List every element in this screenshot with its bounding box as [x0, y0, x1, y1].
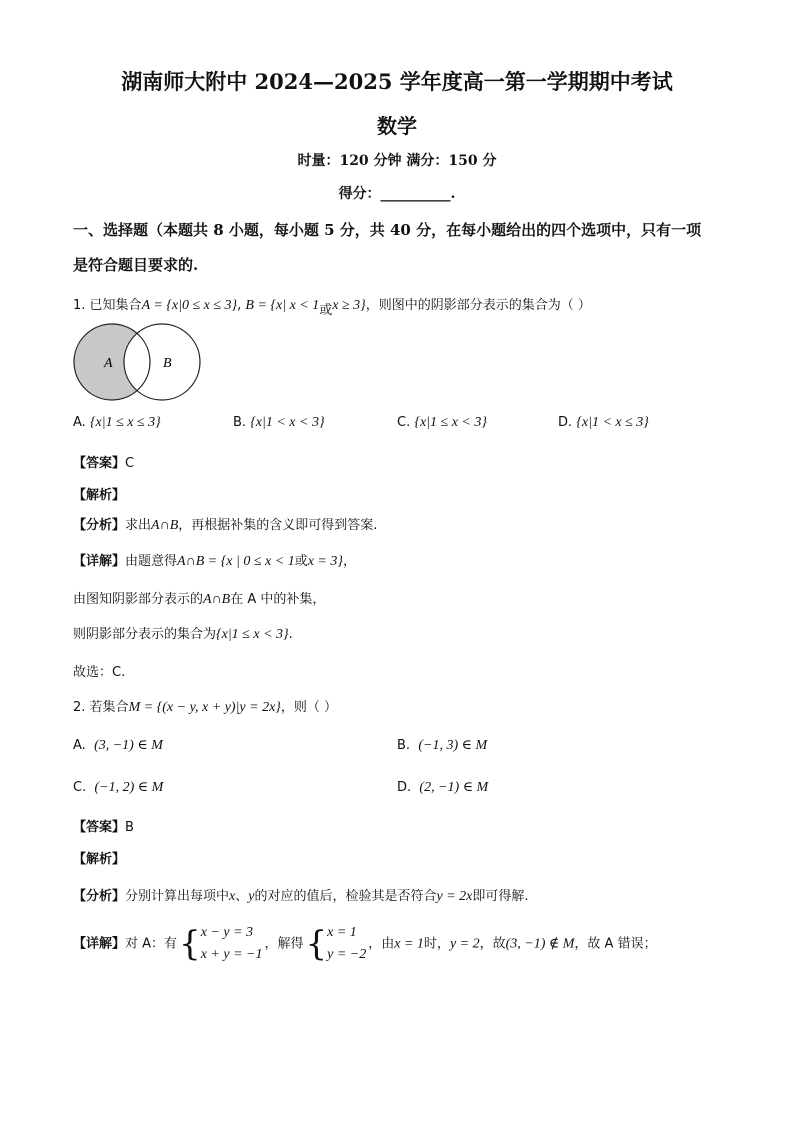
q1-number: 1.	[73, 298, 86, 313]
q2-option-b: B. (−1, 3) ∈ M	[397, 738, 488, 753]
q2-xiangjie: 【详解】对 A：有 { x − y = 3 x + y = −1 ，解得 { x = 1 y = −2 ，由x = 1时，y = 2，故(3, −1) ∉ M，故 A 错误；	[73, 924, 657, 964]
venn-diagram	[70, 322, 204, 402]
q1-option-c: C. {x|1 ≤ x < 3}	[397, 415, 487, 430]
section-heading-line2: 是符合题目要求的.	[73, 256, 199, 274]
section-heading-line1: 一、选择题（本题共 8 小题，每小题 5 分，共 40 分，在每小题给出的四个选项中，只有一项	[73, 221, 702, 239]
q2-system-2: { x = 1 y = −2	[305, 924, 367, 964]
q1-sep: ,	[237, 298, 246, 313]
venn-label-b: B	[163, 356, 172, 371]
q2-jiexi: 【解析】	[73, 852, 126, 867]
q1-step3: 则阴影部分表示的集合为{x|1 ≤ x < 3}.	[73, 627, 293, 642]
q2-system-1: { x − y = 3 x + y = −1	[179, 924, 263, 964]
q2-stem: 2. 若集合M = {(x − y, x + y)|y = 2x}，则（ ）	[73, 700, 338, 715]
exam-meta: 时量：120 分钟 满分：150 分	[297, 153, 497, 169]
q1-option-a: A. {x|1 ≤ x ≤ 3}	[73, 415, 161, 430]
q1-xiangjie: 【详解】由题意得A∩B = {x | 0 ≤ x < 1或x = 3}，	[73, 554, 356, 569]
venn-label-a: A	[104, 356, 113, 371]
q1-post: ，则图中的阴影部分表示的集合为（ ）	[365, 298, 591, 313]
q2-option-a: A. (3, −1) ∈ M	[73, 738, 163, 753]
q2-option-d: D. (2, −1) ∈ M	[397, 780, 489, 795]
q1-or: 或	[319, 303, 333, 318]
q2-answer: 【答案】B	[73, 820, 134, 835]
q1-set-b1: B = {x| x < 1	[245, 298, 320, 313]
q1-answer: 【答案】C	[73, 456, 135, 471]
q1-option-d: D. {x|1 < x ≤ 3}	[558, 415, 649, 430]
q1-set-b2: x ≥ 3}	[332, 298, 366, 313]
score-line: 得分：__________.	[338, 186, 456, 202]
q2-option-c: C. (−1, 2) ∈ M	[73, 780, 164, 795]
q1-step2: 由图知阴影部分表示的A∩B在 A 中的补集，	[73, 592, 326, 607]
q1-conclusion: 故选：C.	[73, 665, 126, 680]
subject-title: 数学	[377, 114, 417, 138]
q1-stem	[73, 294, 591, 318]
q1-option-b: B. {x|1 < x < 3}	[233, 415, 325, 430]
page-title: 湖南师大附中 2024—2025 学年度高一第一学期期中考试	[121, 69, 673, 94]
q1-jiexi: 【解析】	[73, 488, 126, 503]
q1-fenxi: 【分析】求出A∩B，再根据补集的含义即可得到答案.	[73, 518, 378, 533]
q2-fenxi: 【分析】分别计算出每项中x、y的对应的值后，检验其是否符合y = 2x即可得解.	[73, 889, 529, 904]
q1-pre: 已知集合	[89, 298, 142, 313]
q1-set-a: A = {x|0 ≤ x ≤ 3}	[141, 298, 238, 313]
